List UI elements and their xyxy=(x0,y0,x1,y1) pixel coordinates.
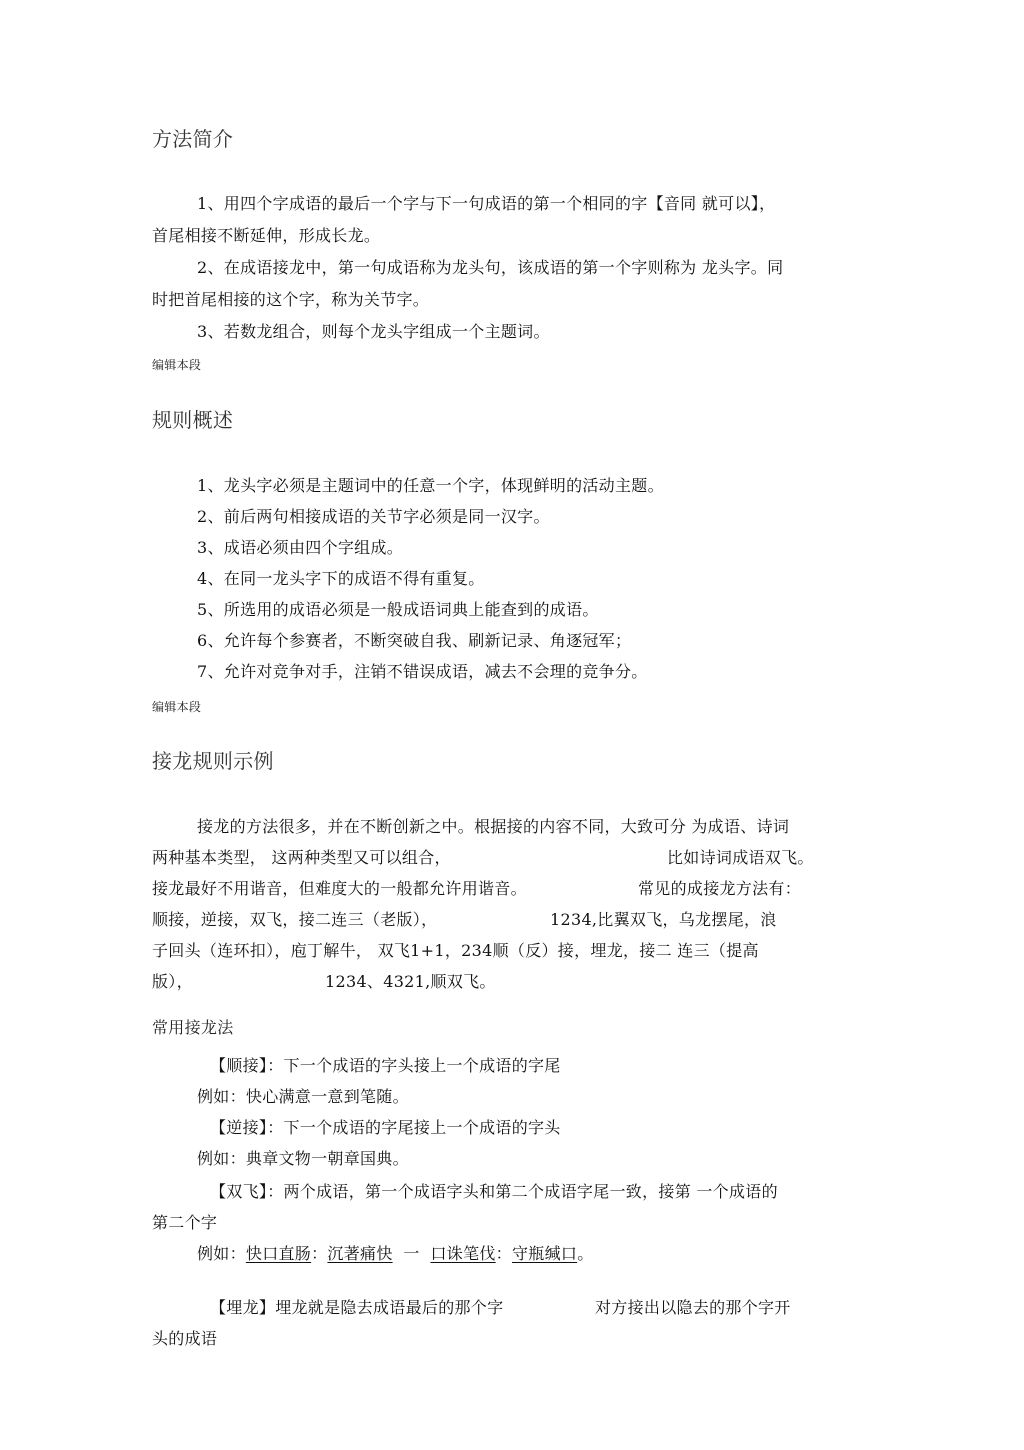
intro-line: 版）， xyxy=(152,972,193,991)
rule-item: 2、前后两句相接成语的关节字必须是同一汉字。 xyxy=(197,507,550,526)
idiom-link[interactable]: 快口直肠 xyxy=(245,1244,312,1263)
method-shuangfei-title: 【双飞】：两个成语，第一个成语字头和第二个成语字尾一致，接第 一个成语的 xyxy=(210,1182,778,1201)
method-nijie-title: 【逆接】：下一个成语的字尾接上一个成语的字头 xyxy=(210,1118,561,1137)
intro-line: 接龙最好不用谐音，但难度大的一般都允许用谐音。 xyxy=(152,879,527,898)
paragraph-line: 时把首尾相接的这个字，称为关节字。 xyxy=(152,290,430,309)
method-mailong-continued: 头的成语 xyxy=(152,1329,218,1348)
section-heading-method-intro: 方法简介 xyxy=(152,127,234,151)
method-mailong-title: 【埋龙】埋龙就是隐去成语最后的那个字 xyxy=(210,1298,504,1317)
intro-line: 顺接，逆接，双飞，接二连三（老版）， xyxy=(152,910,438,929)
method-shunjie-title: 【顺接】：下一个成语的字头接上一个成语的字尾 xyxy=(210,1056,561,1075)
paragraph-line: 首尾相接不断延伸，形成长龙。 xyxy=(152,226,381,245)
rule-item: 4、在同一龙头字下的成语不得有重复。 xyxy=(197,569,485,588)
rule-item: 3、成语必须由四个字组成。 xyxy=(197,538,404,557)
sentence-end: 。 xyxy=(577,1244,594,1263)
method-shunjie-example: 例如：快心满意一意到笔随。 xyxy=(197,1087,409,1106)
intro-line-segment: 常见的成接龙方法有： xyxy=(638,879,802,898)
method-shuangfei-continued: 第二个字 xyxy=(152,1213,218,1232)
section-heading-rules-overview: 规则概述 xyxy=(152,408,234,432)
rule-item: 5、所选用的成语必须是一般成语词典上能查到的成语。 xyxy=(197,600,599,619)
paragraph-line: 2、在成语接龙中，第一句成语称为龙头句，该成语的第一个字则称为 龙头字。同 xyxy=(197,258,784,277)
intro-line: 子回头（连环扣），庖丁解牛， 双飞1+1，234顺（反）接，埋龙，接二 连三（提高 xyxy=(152,941,759,960)
rule-item: 1、龙头字必须是主题词中的任意一个字，体现鲜明的活动主题。 xyxy=(197,476,664,495)
idiom-link[interactable]: 口诛笔伐 xyxy=(430,1244,496,1263)
method-mailong-title-segment: 对方接出以隐去的那个字开 xyxy=(595,1298,791,1317)
method-nijie-example: 例如：典章文物一朝章国典。 xyxy=(197,1149,409,1168)
intro-line-segment: 1234,比翼双飞，乌龙摆尾，浪 xyxy=(550,910,777,929)
paragraph-line: 3、若数龙组合，则每个龙头字组成一个主题词。 xyxy=(197,322,550,341)
separator: ： xyxy=(495,1244,512,1263)
example-prefix: 例如： xyxy=(197,1244,246,1263)
section-heading-chain-examples: 接龙规则示例 xyxy=(152,749,274,773)
rule-item: 6、允许每个参赛者，不断突破自我、刷新记录、角逐冠军； xyxy=(197,631,632,650)
edit-section-link[interactable]: 编辑本段 xyxy=(152,358,202,372)
idiom-link[interactable]: 沉著痛快 xyxy=(327,1244,393,1263)
subheading-common-methods: 常用接龙法 xyxy=(152,1018,234,1037)
intro-line-segment: 1234、4321,顺双飞。 xyxy=(325,972,496,991)
intro-line: 两种基本类型， 这两种类型又可以组合， xyxy=(152,848,451,867)
separator: ： xyxy=(311,1244,328,1263)
method-shuangfei-example xyxy=(197,1244,594,1264)
intro-line: 接龙的方法很多，并在不断创新之中。根据接的内容不同，大致可分 为成语、诗词 xyxy=(197,817,790,836)
rule-item: 7、允许对竞争对手，注销不错误成语，减去不会理的竞争分。 xyxy=(197,662,648,681)
paragraph-line: 1、用四个字成语的最后一个字与下一句成语的第一个相同的字【音同 就可以】， xyxy=(197,194,776,213)
dash-separator: 一 xyxy=(392,1244,431,1263)
intro-line-segment: 比如诗词成语双飞。 xyxy=(667,848,814,867)
idiom-link[interactable]: 守瓶缄口 xyxy=(511,1244,578,1263)
edit-section-link[interactable]: 编辑本段 xyxy=(152,700,202,714)
